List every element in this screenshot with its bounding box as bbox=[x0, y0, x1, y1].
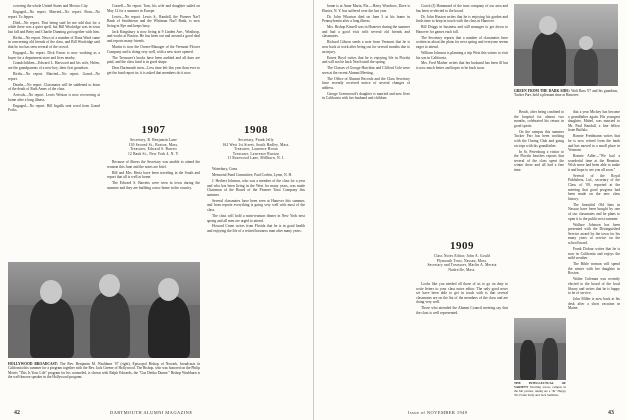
paragraph: Cornell—No report. Tom, his wife and daughter sailed on May 12 for a summer in Europe. bbox=[107, 4, 200, 13]
page-number-right: 43 bbox=[608, 410, 614, 416]
paragraph: Walter Coleman was recently elected to the board of the local library and writes that he is happy to be of service. bbox=[568, 277, 620, 296]
officer-line: Treasurer, Laurence Horan bbox=[234, 147, 278, 151]
officer-line: Treasurer, Edward S. Barrett bbox=[130, 147, 177, 151]
paragraph: Engaged—No report. Married—No report. Born—No report. To Jeppes. bbox=[8, 9, 100, 19]
paragraph: home is at Anne Maria, Fla.—Harry Woodrow, Dave is Elmira, N. Y. has suffered over the last year. bbox=[322, 4, 410, 13]
column-left-1 bbox=[8, 4, 100, 256]
paragraph: Memorial Fund Committee, Paul Corbin, Lyme, N. H. bbox=[212, 172, 293, 177]
paragraph: Howard Crane writes from Florida that he is in good health and enjoying the life of a retired business man after many years. bbox=[207, 224, 305, 234]
column-left-3 bbox=[207, 167, 305, 392]
officer-line: Secretary, R. Benjamin Lane bbox=[130, 138, 177, 142]
caption-text: Strolling across campus in the fall picture, taking are a "&" Happy '06, Frank Tully and Jack Stebbins. bbox=[514, 384, 566, 397]
column-right-1 bbox=[322, 4, 410, 396]
paragraph: that a year Mickey has become a grandfather again. His youngest daughter, Mabel, was married to Mr. Paul Randall, a fine fellow from Buffalo. bbox=[568, 110, 620, 133]
magazine-footer: DARTMOUTH ALUMNI MAGAZINE bbox=[110, 410, 193, 415]
man-figure bbox=[532, 32, 566, 86]
paragraph: The Treasurer's books have been audited and all dues are paid, and the class fund is in good shape. bbox=[107, 55, 200, 65]
paragraph: Because of illness the Secretary was unable to attend the reunion this June and the notes are brief. bbox=[107, 160, 200, 169]
class-heading-1909 bbox=[416, 240, 508, 272]
paragraph: Beach, after being confined to the hospital for almost two months, celebrated his return in good spirits. bbox=[514, 110, 564, 128]
officer-line: Secretary, Frank Jelly bbox=[238, 138, 274, 142]
figure-right-head bbox=[158, 278, 179, 301]
officer-line: 162 West 1st Street, South Hadley, Mass. bbox=[222, 142, 290, 147]
paragraph: Coach (J) Hammond of the trust company of our area and has been re-elected to the board. bbox=[416, 4, 508, 13]
officer-line: Secretary and Treasurer, Marlin A. Mereia bbox=[427, 263, 497, 267]
paragraph: Mrs. Bishop Kinsell was in Hanover during the summer and had a good visit with several old friends and classmates. bbox=[322, 25, 410, 39]
photo-background bbox=[514, 318, 566, 343]
paragraph: Ronnie Adler—"We had a wonderful time at the Reunion. Wish more had been able to make it and hope to see you all soon." bbox=[568, 154, 620, 172]
figure-right bbox=[148, 296, 190, 358]
column-left-2b bbox=[107, 160, 200, 256]
paragraph: Grandchildren—Edward L. Harwood and his wife, Helen, are the grandparents of a new boy, their first grandson. bbox=[8, 61, 100, 71]
paragraph: Dr. John Huston writes that he is enjoying his garden and finds time to keep in touch with the class in Hanover. bbox=[416, 14, 508, 24]
paragraph: J. Herbert Johnson, who was a member of the class for a year and who has been living in the West for many years, was made Chairman of the Board of the Pioneer Trust Company this summer. bbox=[207, 178, 305, 197]
paragraph: Looks like you needed all those of us to go on duty to write letters to your class notes editor. The only good news we have been able to get in touch with is that several classmates are on the list of the members of the class and are doing very well. bbox=[416, 282, 508, 305]
paragraph: John Miller is now back at his desk after a short vacation in Maine. bbox=[568, 297, 620, 311]
paragraph: Lewis—No report. Lewis S., Randall, the Pioneer Nar'l Bank of Smithtown and the Whitman Nar'l Bank, is now living in Rye and keeps busy. bbox=[107, 14, 200, 28]
column-right-3 bbox=[514, 110, 564, 314]
paragraph: Several of the Royal Publishers, Ltd., secretary of the Class of '09, reported at the meeting that good progress had been made on the new class history. bbox=[568, 173, 620, 201]
paragraph: Births—No report. Married—No report. Grand—No report. bbox=[8, 72, 100, 81]
paragraph: George Greenwood's daughter is married and now lives in California with her husband and children. bbox=[322, 91, 410, 101]
class-year: 1907 bbox=[141, 124, 166, 136]
paragraph: Ronnie Freidmann writes that he is now retired from the bank and has moved to a small place in Vermont. bbox=[568, 134, 620, 153]
campus-photo bbox=[514, 318, 566, 380]
figure-center-head bbox=[99, 274, 120, 297]
photo-caption bbox=[514, 89, 618, 107]
paragraph: Engaged—No report. Dick Farrar is now working as a buyer for a department store and lives nearby. bbox=[8, 50, 100, 60]
walker-figure bbox=[520, 340, 536, 380]
paragraph: Arrivals—No report. Lewis Weston is now recovering at home after a long illness. bbox=[8, 93, 100, 102]
officer-line: Class Notes Editor, John A. Gould bbox=[433, 254, 491, 258]
paragraph: Deaths—No report. Classmates will be saddened to learn of the death of Ruth Ames of the class. bbox=[8, 82, 100, 92]
column-right-4 bbox=[568, 110, 620, 314]
paragraph: Richard Gibson sends a note from Vermont that he is now back at work after being out for several months due to an injury. bbox=[322, 40, 410, 54]
paragraph: On the campus this summer Tucker Parr has been working with the Outing Club and going on trips with his grandfather. bbox=[514, 129, 564, 148]
paragraph: Mrs. Fred Mather writes that her husband has been ill but is now much better and hopes to be back soon. bbox=[416, 61, 508, 71]
paragraph: The Classes of George Hutchins and Clifford Cole were seen at the recent Alumni Meeting. bbox=[322, 66, 410, 75]
class-year: 1908 bbox=[244, 124, 268, 136]
officer-line: Nashville, Mass. bbox=[448, 267, 476, 272]
officer-line: 130 Second St., Boston, Mass. bbox=[128, 142, 179, 147]
caption-lead: THE INTELLECTUAL OF VARIETY bbox=[514, 382, 566, 389]
officer-line: Plymouth Trust, Nassau, Mass. bbox=[436, 258, 488, 263]
grandson-photo bbox=[514, 4, 618, 86]
paragraph: Waterbury, Conn. bbox=[212, 167, 238, 171]
caption-lead: HOLLYWOOD BROADCAST: bbox=[8, 362, 60, 366]
paragraph: Dr. John Wharton died on June 5 at his home in Pennsylvania after a long illness. bbox=[322, 14, 410, 24]
paragraph: The Edward S. Barretts were seen in town during the summer and they are building a new home in the country. bbox=[107, 181, 200, 190]
paragraph: Engaged—No report. Bill Ingalls sent word from Grand Forks. bbox=[8, 103, 100, 113]
paragraph: Martin is now the Owner-Manager of the Vermont Flower Company and is doing very well, with a new store opened. bbox=[107, 44, 200, 54]
figure-center bbox=[90, 292, 130, 358]
caption-text: Walt Bass '07 and his grandson, Tucker Parr, hold a pleasant time at Hanover. bbox=[514, 89, 618, 98]
paragraph: Frank Dufour writes that he is now in California and enjoys the mild weather. bbox=[568, 246, 620, 261]
class-heading-1907 bbox=[107, 124, 200, 156]
photo-caption bbox=[514, 382, 566, 408]
paragraph: covering the whole United States and Mexico City. bbox=[13, 4, 89, 8]
paragraph: In St. Petersburg a visitor to the Florida beaches reports that several of the class spent the winter there and all had a fine time. bbox=[514, 149, 564, 172]
paragraph: Ernest Boyd writes that he is enjoying life in Florida and will not be back North until the spring. bbox=[322, 55, 410, 65]
figure-left-head bbox=[40, 280, 62, 304]
paragraph: The Bible woman will spend the winter with her daughter in Boston. bbox=[568, 262, 620, 276]
caption-text: The Rev. Benjamin M. Washburn '07 (right), Episcopal Bishop of Newark, broadcasts in California this summer for a program together with the Rev. Jack Greene of Hollywood. The Bishop, who was honored on the Philip Morris "This Is Your Life" program for his counseled, is shown with Ralph Edwards, the "Gas Detika Dunne." Bishop Washburn is the well-known speaker in the Hollywood program. bbox=[8, 362, 200, 380]
paragraph: Those who attended the Alumni Council meeting say that the class is well represented. bbox=[416, 306, 508, 315]
officer-line: 12 Bank St., New York 4, N. Y. bbox=[127, 151, 180, 156]
class-year: 1909 bbox=[450, 240, 474, 252]
officer-line: Treasurer, Lawrence Ruxton bbox=[232, 151, 280, 156]
column-right-2 bbox=[416, 4, 508, 236]
paragraph: William Johnson is planning a trip West this winter to visit his son in California. bbox=[416, 50, 508, 60]
paragraph: Bill and Mrs. Hertz have been traveling in the South and report that all is well at home. bbox=[107, 170, 200, 180]
photo-background bbox=[514, 4, 618, 49]
paragraph: Bill Driggs in business and still manages to get down to Hanover for games each fall. bbox=[416, 25, 508, 34]
class-heading-1908 bbox=[207, 124, 305, 161]
paragraph: Wallace Johnson has been presented with the Distinguished Service award by the town for his many years of service on the school board. bbox=[568, 222, 620, 245]
paragraph: The Office of Alumni Records and the Class Secretary have recently received notice of several changes of address. bbox=[322, 76, 410, 90]
paragraph: Jack Kingsbury is now living at 9 Linden Ave., Winthrop, and works at Boston. He has been out and around a good deal and reports many friends. bbox=[107, 29, 200, 43]
child-head bbox=[579, 36, 593, 50]
page-number-left: 42 bbox=[14, 410, 20, 416]
issue-footer: Issue of NOVEMBER 1949 bbox=[408, 410, 468, 415]
paragraph: The Secretary reports that a number of classmates have written in about the plans for next spring and everyone seems eager to attend. bbox=[416, 35, 508, 49]
paragraph: Births—No report. News of a number of Dana Ward came in concerning old friends of the class, and Bill Woolridge said that he too has seen several of the crowd. bbox=[8, 35, 100, 49]
photo-caption bbox=[8, 362, 200, 398]
officer-line: 11 Rosewood Lane, Millburn, N. J. bbox=[227, 156, 285, 160]
broadcast-photo bbox=[8, 262, 200, 358]
paragraph: Several classmates have been seen at Hanover this summer, and from reports everything is going very well with most of the class. bbox=[207, 198, 305, 212]
child-figure bbox=[574, 48, 598, 86]
column-left-2 bbox=[107, 4, 200, 120]
paragraph: The class will hold a mini-reunion dinner in New York next spring and all men are urged to attend. bbox=[207, 213, 305, 223]
column-right-2b bbox=[416, 282, 508, 396]
man-head bbox=[539, 16, 557, 35]
figure-left bbox=[30, 298, 74, 358]
walker-figure bbox=[542, 338, 558, 380]
paragraph: Dear Dartmouth men—Less time left this year than ever to get the fund report in; it is asked that members do it now. bbox=[107, 66, 200, 75]
caption-lead: GREEN FROM THE DARK SIDE: bbox=[514, 89, 572, 93]
paragraph: The beautiful Old Inns in Nassau have been bought by one of our classmates and he plans to open it to the public next summer. bbox=[568, 202, 620, 221]
paragraph: Died—No report. That being said let me add that for a while there was a quiet spell, but Bill Woolridge was in town last fall and Betty and Charlie Dunning got together with him. bbox=[8, 20, 100, 34]
right-page bbox=[314, 0, 628, 420]
